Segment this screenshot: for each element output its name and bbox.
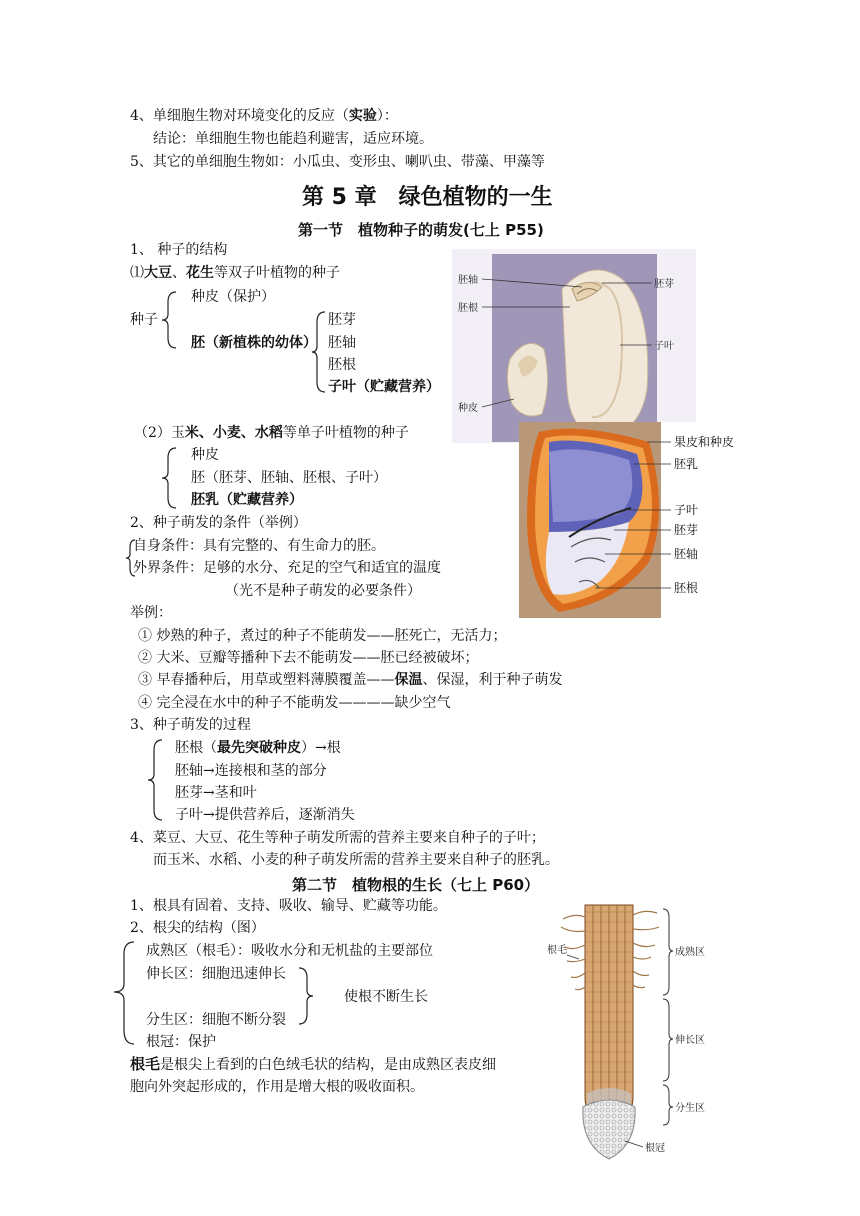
seed-structure-heading: 1、 种子的结构 [130, 242, 228, 258]
growth-brace [297, 966, 315, 1026]
hypocotyl: 胚轴 [328, 335, 356, 351]
cotyledon: 子叶（贮藏营养） [328, 379, 440, 395]
process-cotyledon: 子叶→提供营养后，逐渐消失 [175, 807, 355, 823]
intro-item-4: 4、单细胞生物对环境变化的反应（实验）： [130, 108, 398, 124]
zone-elongation: 伸长区：细胞迅速伸长 [146, 966, 286, 982]
external-condition: 外界条件：足够的水分、充足的空气和适宜的温度 [133, 560, 441, 576]
corn-label-endosperm: 胚乳 [674, 457, 699, 471]
corn-label-hypocotyl: 胚轴 [674, 547, 699, 561]
embryo-brace [310, 310, 328, 394]
process-brace [146, 738, 166, 822]
root-label-meristem: 分生区 [675, 1103, 705, 1114]
bean-label-seed-coat: 种皮 [458, 403, 478, 414]
bean-label-cotyledon: 子叶 [654, 341, 674, 352]
example-1: ① 炒熟的种子，煮过的种子不能萌发——胚死亡，无活力； [138, 628, 507, 644]
bean-label-plumule: 胚芽 [654, 279, 674, 290]
monocot-endosperm: 胚乳（贮藏营养） [191, 492, 303, 508]
section1-title: 第一节 植物种子的萌发(七上 P55) [298, 221, 544, 239]
section2-title: 第二节 植物根的生长（七上 P60） [292, 876, 540, 894]
conditions-heading: 2、种子萌发的条件（举例） [130, 515, 307, 531]
seed-label: 种子 [130, 312, 158, 328]
root-hair-paragraph-2: 胞向外突起形成的，作用是增大根的吸收面积。 [130, 1079, 424, 1095]
root-function: 1、根具有固着、支持、吸收、输导、贮藏等功能。 [130, 898, 447, 914]
root-label-maturation: 成熟区 [675, 947, 705, 958]
bean-seed-figure [452, 249, 696, 443]
root-label-elongation: 伸长区 [675, 1035, 705, 1046]
nutrient-line-1: 4、菜豆、大豆、花生等种子萌发所需的营养主要来自种子的子叶； [130, 830, 545, 846]
example-2: ② 大米、豆瓣等播种下去不能萌发——胚已经被破坏； [138, 650, 479, 666]
chapter-title: 第 5 章 绿色植物的一生 [302, 185, 553, 210]
example-4: ④ 完全浸在水中的种子不能萌发————缺少空气 [138, 695, 451, 711]
root-tip-figure [545, 897, 715, 1163]
self-condition: 自身条件：具有完整的、有生命力的胚。 [133, 538, 385, 554]
growth-note: 使根不断生长 [344, 989, 428, 1005]
seed-coat-protect: 种皮（保护） [191, 289, 275, 305]
bean-label-radicle: 胚根 [458, 303, 478, 314]
embryo-label: 胚（新植株的幼体） [191, 335, 317, 351]
zone-meristem: 分生区：细胞不断分裂 [146, 1012, 286, 1028]
process-radicle: 胚根（最先突破种皮）→根 [175, 740, 341, 756]
process-hypocotyl: 胚轴→连接根和茎的部分 [175, 763, 327, 779]
corn-label-cotyledon: 子叶 [674, 503, 699, 517]
monocot-brace [160, 446, 180, 510]
monocot-line: （2）玉米、小麦、水稻等单子叶植物的种子 [134, 425, 409, 441]
corn-label-pericarp: 果皮和种皮 [674, 435, 735, 449]
root-hair-paragraph-1: 根毛是根尖上看到的白色绒毛状的结构，是由成熟区表皮细 [130, 1055, 497, 1073]
corn-label-radicle: 胚根 [674, 581, 699, 595]
intro-conclusion: 结论：单细胞生物也能趋利避害，适应环境。 [153, 131, 433, 147]
root-label-cap: 根冠 [645, 1143, 665, 1154]
monocot-seed-coat: 种皮 [191, 447, 219, 463]
intro-item-5: 5、其它的单细胞生物如：小瓜虫、变形虫、喇叭虫、带藻、甲藻等 [130, 154, 545, 170]
zone-maturation: 成熟区（根毛）：吸收水分和无机盐的主要部位 [146, 943, 433, 959]
example-3: ③ 早春播种后，用草或塑料薄膜覆盖——保温、保湿，利于种子萌发 [138, 672, 563, 688]
process-heading: 3、种子萌发的过程 [130, 717, 251, 733]
root-zones-brace [112, 940, 136, 1046]
root-tip-heading: 2、根尖的结构（图） [130, 920, 265, 936]
dicot-line: ⑴大豆、花生等双子叶植物的种子 [130, 265, 340, 281]
corn-label-plumule: 胚芽 [674, 523, 699, 537]
seed-brace [160, 290, 180, 350]
nutrient-line-2: 而玉米、水稻、小麦的种子萌发所需的营养主要来自种子的胚乳。 [153, 852, 559, 868]
monocot-embryo: 胚（胚芽、胚轴、胚根、子叶） [191, 470, 387, 486]
radicle: 胚根 [328, 357, 356, 373]
zone-rootcap: 根冠：保护 [146, 1034, 216, 1050]
light-note: （光不是种子萌发的必要条件） [225, 583, 421, 599]
corn-seed-figure [519, 422, 741, 618]
bean-label-hypocotyl: 胚轴 [458, 275, 478, 286]
plumule: 胚芽 [328, 312, 356, 328]
root-label-hair: 根毛 [547, 945, 567, 956]
examples-label: 举例： [130, 605, 172, 621]
process-plumule: 胚芽→茎和叶 [175, 785, 257, 801]
